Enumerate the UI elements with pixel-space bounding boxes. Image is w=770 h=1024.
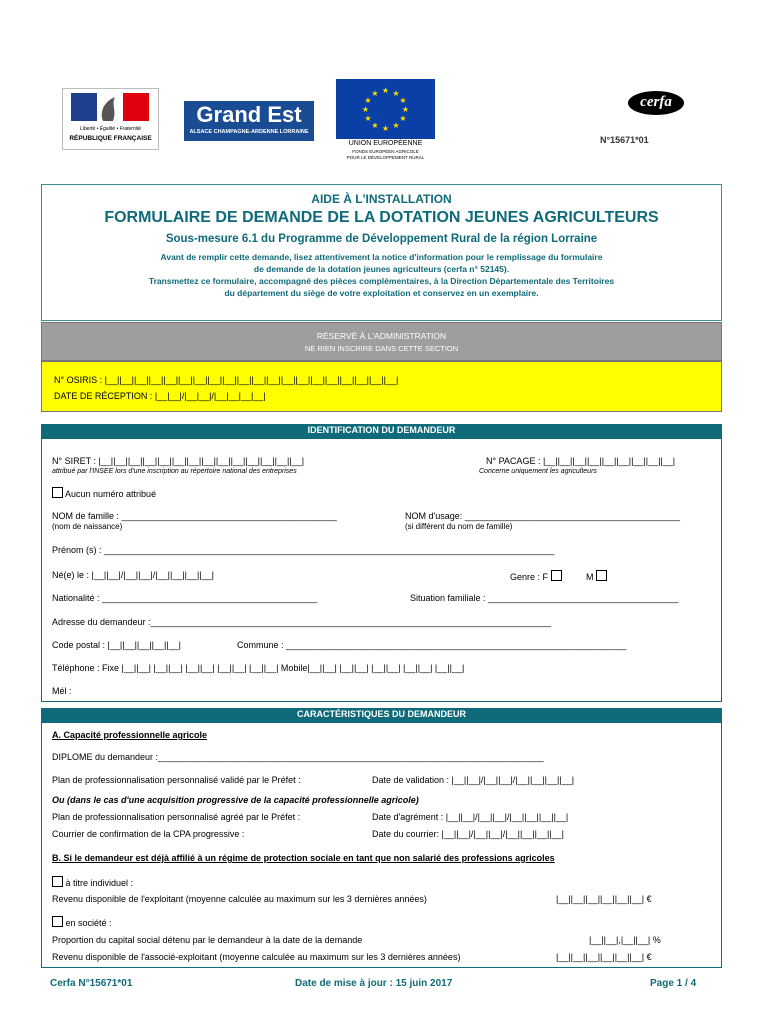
commune-field[interactable]: Commune : ____________________________________________________________________ [237, 640, 627, 650]
svg-text:★: ★ [371, 121, 379, 130]
osiris-field: N° OSIRIS : |__||__||__||__||__||__||__||__||__||__||__||__||__||__||__||__||__||__||__||__| [54, 375, 399, 385]
usage-name-note: (si différent du nom de famille) [405, 522, 513, 531]
cerfa-text: cerfa [640, 94, 672, 110]
birth-name-note: (nom de naissance) [52, 522, 123, 531]
title-kicker: AIDE À L'INSTALLATION [311, 192, 452, 206]
page-subtitle: Sous-mesure 6.1 du Programme de Développement Rural de la région Lorraine [165, 233, 598, 245]
form-number: N°15671*01 [600, 135, 649, 145]
associate-income-field[interactable]: |__||__||__||__||__||__| € [556, 952, 652, 962]
footer-update-date: Date de mise à jour : 15 juin 2017 [295, 978, 453, 989]
address-field[interactable]: Adresse du demandeur :________________________________________________________________________________ [52, 617, 551, 627]
eu-flag-icon [336, 79, 435, 139]
eu-name: UNION EUROPÉENNE [348, 140, 423, 147]
svg-text:★: ★ [364, 114, 372, 123]
svg-text:★: ★ [399, 96, 407, 105]
svg-text:★: ★ [371, 89, 379, 98]
no-number-label: Aucun numéro attribué [65, 489, 157, 499]
svg-text:★: ★ [364, 96, 372, 105]
cerfa-logo [626, 89, 686, 117]
republique-francaise-logo [62, 88, 159, 150]
pacage-note: Concerne uniquement les agriculteurs [479, 468, 597, 475]
eu-fund-line2: POUR LE DÉVELOPPEMENT RURAL [346, 155, 425, 160]
rf-motto: Liberté • Égalité • Fraternité [79, 126, 142, 132]
company-label: en société : [65, 918, 112, 928]
phone-field[interactable]: Téléphone : Fixe |__||__| |__||__| |__||__| |__||__| |__||__| Mobile|__||__| |__||__| |__||__| |__||__| |__||__| [52, 663, 465, 673]
union-europeenne-logo [336, 79, 435, 163]
plan-approved-label: Plan de professionnalisation personnalisé agréé par le Préfet : [52, 812, 301, 822]
admin-subtitle: NE RIEN INSCRIRE DANS CETTE SECTION [304, 344, 459, 353]
pacage-field[interactable]: N° PACAGE : |__||__||__||__||__||__||__||__||__| [486, 456, 676, 466]
grand-est-logo [184, 101, 314, 141]
instructions-line3: Transmettez ce formulaire, accompagné des pièces complémentaires, à la Direction Départementale des Territoires [148, 276, 615, 286]
svg-text:★: ★ [392, 121, 400, 130]
nationality-field[interactable]: Nationalité : ___________________________________________ [52, 593, 318, 603]
svg-text:★: ★ [399, 114, 407, 123]
grand-est-name: Grand Est [196, 102, 302, 127]
page-title: FORMULAIRE DE DEMANDE DE LA DOTATION JEUNES AGRICULTEURS [104, 209, 659, 226]
grand-est-sub: ALSACE CHAMPAGNE-ARDENNE LORRAINE [189, 129, 309, 135]
capital-share-field[interactable]: |__||__|,|__||__| % [589, 935, 661, 945]
svg-text:★: ★ [401, 105, 410, 114]
operator-income-label: Revenu disponible de l'exploitant (moyenne calculée au maximum sur les 3 dernières années) [52, 894, 427, 904]
instructions-line2: de demande de la dotation jeunes agriculteurs (cerfa n° 52145). [253, 264, 510, 274]
gender-m-checkbox[interactable] [596, 570, 607, 581]
svg-text:★: ★ [392, 89, 400, 98]
instructions-line4: du département du siège de votre exploitation et conservez en un exemplaire. [224, 288, 539, 298]
plan-validated-label: Plan de professionnalisation personnalisé validé par le Préfet : [52, 775, 301, 785]
svg-text:★: ★ [381, 86, 390, 95]
rf-name: RÉPUBLIQUE FRANÇAISE [69, 135, 152, 142]
instructions-line1: Avant de remplir cette demande, lisez attentivement la notice d'information pour le remplissage du formulaire [160, 252, 603, 262]
capital-share-label: Proportion du capital social détenu par le demandeur à la date de la demande [52, 935, 363, 945]
marital-status-field[interactable]: Situation familiale : ______________________________________ [410, 593, 679, 603]
postal-code-field[interactable]: Code postal : |__||__||__||__||__| [52, 640, 181, 650]
company-checkbox[interactable] [52, 916, 63, 927]
eu-fund-line1: FONDS EUROPÉEN AGRICOLE [352, 149, 419, 154]
gender-label: Genre : F [510, 572, 549, 582]
confirmation-letter-label: Courrier de confirmation de la CPA progressive : [52, 829, 245, 839]
gender-f-checkbox[interactable] [551, 570, 562, 581]
family-name-field[interactable]: NOM de famille : ___________________________________________ [52, 511, 337, 521]
section-b-title: B. Si le demandeur est déjà affilié à un régime de protection sociale en tant que non salarié des professions agricoles [52, 853, 555, 863]
marianne-icon [63, 91, 158, 125]
email-field[interactable]: Mél : [52, 686, 72, 696]
siret-note: attribué par l'INSEE lors d'une inscription au répertoire national des entreprises [52, 468, 297, 475]
admin-section-body [41, 361, 722, 412]
validation-date-field[interactable]: Date de validation : |__||__|/|__||__|/|__||__||__||__| [372, 775, 575, 785]
admin-section-header [41, 322, 722, 361]
gender-m-label: M [586, 572, 594, 582]
admin-title: RÉSERVÉ À L'ADMINISTRATION [316, 331, 447, 341]
siret-field[interactable]: N° SIRET : |__||__||__||__||__||__||__||__||__||__||__||__||__||__| [52, 456, 305, 466]
individual-label: à titre individuel : [65, 878, 134, 888]
section-a-title: A. Capacité professionnelle agricole [52, 730, 208, 740]
usage-name-field[interactable]: NOM d'usage: ___________________________________________ [405, 511, 680, 521]
identification-header: IDENTIFICATION DU DEMANDEUR [41, 424, 722, 438]
approval-date-field[interactable]: Date d'agrément : |__||__|/|__||__|/|__||__||__||__| [372, 812, 569, 822]
footer-page-number: Page 1 / 4 [650, 978, 697, 989]
progressive-capacity-title: Ou (dans le cas d'une acquisition progressive de la capacité professionnelle agricole) [52, 795, 419, 805]
svg-text:★: ★ [361, 105, 370, 114]
characteristics-header: CARACTÉRISTIQUES DU DEMANDEUR [41, 708, 722, 722]
svg-text:★: ★ [381, 124, 390, 133]
operator-income-field[interactable]: |__||__||__||__||__||__| € [556, 894, 652, 904]
first-name-field[interactable]: Prénom (s) : __________________________________________________________________________________________ [52, 545, 555, 555]
reception-date-field: DATE DE RÉCEPTION : |__|__|/|__|__|/|__|__|__|__| [54, 391, 266, 401]
footer-cerfa-number: Cerfa N°15671*01 [50, 978, 133, 989]
birth-date-field[interactable]: Né(e) le : |__||__|/|__||__|/|__||__||__||__| [52, 570, 215, 580]
no-number-checkbox[interactable] [52, 487, 63, 498]
letter-date-field[interactable]: Date du courrier: |__||__|/|__||__|/|__||__||__||__| [372, 829, 565, 839]
associate-income-label: Revenu disponible de l'associé-exploitant (moyenne calculée au maximum sur les 3 dernières années) [52, 952, 461, 962]
diploma-field[interactable]: DIPLOME du demandeur :_____________________________________________________________________________ [52, 752, 544, 762]
individual-checkbox[interactable] [52, 876, 63, 887]
